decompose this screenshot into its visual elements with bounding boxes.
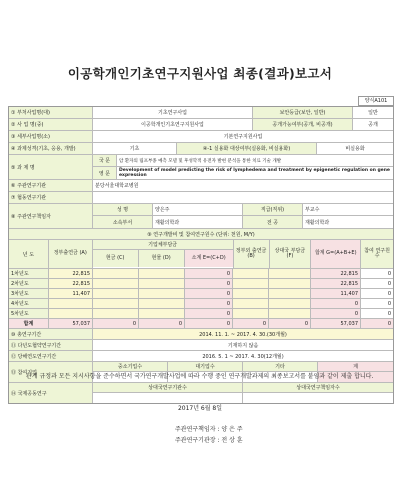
col-company: 기업체부담금	[93, 240, 233, 250]
international-label: ⑭ 국제공동연구	[9, 383, 93, 403]
eng-label: 영 문	[93, 167, 117, 179]
kind-value	[139, 279, 185, 288]
total-cash: 0	[93, 319, 139, 328]
col-other: 상대국 부담금 (F)	[270, 240, 312, 268]
pi-dept-value: 재활의학과	[153, 216, 243, 228]
partner-inst-value	[93, 393, 243, 403]
kind-value	[139, 309, 185, 318]
year-label: 2차년도	[9, 279, 49, 288]
local-value	[233, 299, 269, 308]
cash-value	[93, 289, 139, 298]
public-label: 공개가능여부(공개, 비공개)	[253, 119, 353, 130]
pi-major-label: 전 공	[243, 216, 303, 228]
pi-position-value: 부교수	[305, 207, 320, 213]
eng-row	[93, 167, 393, 179]
current-period-label: ⑫ 당해연도연구기간	[9, 351, 93, 361]
submission-statement: 관계 규정과 모든 지시사항을 준수하면서 국가연구개발사업에 따라 수행 중인 연구개발과제의 최종보고서를 붙임과 같이 제출 합니다.	[26, 373, 374, 380]
kor-row	[93, 155, 393, 167]
business-label: ② 사 업 명(중)	[9, 119, 93, 130]
gov-value: 11,407	[49, 289, 93, 298]
partner-inst-label: 상대국연구기관수	[93, 383, 243, 392]
sub-value: 0	[185, 269, 233, 278]
year-label: 1차년도	[9, 269, 49, 278]
total-sub: 0	[185, 319, 233, 328]
signatures	[175, 424, 243, 446]
multi-year-label: ⑪ 다년도협약연구기간	[9, 340, 93, 350]
total-value: 0	[311, 309, 361, 318]
partner-pi-label: 상대국연구책임자수	[243, 383, 393, 392]
people-value: 0	[387, 310, 391, 317]
total-other: 0	[269, 319, 311, 328]
head-signature: 주관연구기관장 : 전 상 훈	[175, 437, 243, 444]
other-label: 기타	[243, 362, 318, 371]
total-kind: 0	[139, 319, 185, 328]
kor-label: 국 문	[93, 155, 117, 166]
submission-date: 2017년 6월 8일	[177, 405, 223, 412]
total-gov: 57,037	[49, 319, 93, 328]
report-title: 이공학개인기초연구지원사업 최종(결과)보고서	[67, 66, 333, 81]
col-year: 년 도	[9, 240, 49, 268]
row-international	[9, 383, 393, 403]
report-form	[8, 106, 394, 404]
budget-row	[9, 309, 393, 319]
gov-value	[49, 309, 93, 318]
pi-name-row	[93, 204, 393, 216]
company-sub	[93, 250, 233, 267]
row-type	[9, 143, 393, 155]
sub-value: 0	[185, 299, 233, 308]
org-label: ⑥ 주관연구기관	[9, 180, 93, 191]
other-value	[269, 309, 311, 318]
type-value: 기초	[93, 143, 177, 154]
local-value	[233, 269, 269, 278]
kind-value	[139, 269, 185, 278]
pi-position-label: 직급(직위)	[243, 204, 303, 215]
gov-value: 22,815	[49, 279, 93, 288]
large-label: 대기업수	[168, 362, 243, 371]
row-budget-header	[9, 229, 393, 240]
international-values	[93, 393, 393, 403]
multi-year-value: 기재하지 않음	[227, 342, 259, 349]
local-value	[233, 289, 269, 298]
col-kind: 현물 (D)	[139, 250, 185, 267]
other-value	[269, 269, 311, 278]
kind-value	[139, 289, 185, 298]
form-number: 양식A101	[358, 96, 394, 106]
pi-major-value: 재활의학과	[305, 219, 330, 226]
total-local: 0	[233, 319, 269, 328]
applied-value: 비실용화	[345, 146, 365, 152]
people-value: 0	[387, 300, 391, 307]
gov-value	[49, 299, 93, 308]
budget-header: ⑨ 연구개발비 및 참여연구원수 (단위: 천원, M/Y)	[9, 229, 393, 239]
coop-org-label: ⑦ 협동연구기관	[9, 192, 93, 203]
detail-value: 기본연구지원사업	[223, 134, 263, 140]
col-sub: 소계 E=(C+D)	[185, 250, 233, 267]
budget-col-headers	[9, 240, 393, 269]
total-value: 0	[311, 299, 361, 308]
project-title-label: ⑤ 과 제 명	[9, 155, 93, 179]
cash-value	[93, 299, 139, 308]
row-total-period	[9, 329, 393, 340]
sub-value: 0	[185, 309, 233, 318]
pi-name-value: 양은주	[153, 204, 243, 215]
participants-headers	[93, 362, 393, 372]
col-total: 합계 G=(A+B+E)	[311, 240, 361, 268]
ministry-value: 기초연구사업	[93, 107, 253, 118]
pi-signature: 주관연구책임자 : 양 은 주	[175, 426, 243, 433]
pi-dept-label: 소속부서	[93, 216, 153, 228]
security-value: 일반	[368, 110, 378, 116]
people-value: 0	[387, 290, 391, 297]
year-label: 3차년도	[9, 289, 49, 298]
budget-row	[9, 269, 393, 279]
row-business	[9, 119, 393, 131]
detail-label: ③ 세부사업명(소)	[9, 131, 93, 142]
gov-value: 22,815	[49, 269, 93, 278]
col-local: 정부외 출연금 (B)	[234, 240, 270, 268]
local-value	[233, 309, 269, 318]
pi-label: ⑧ 주관연구책임자	[9, 204, 93, 228]
cash-value	[93, 279, 139, 288]
pi-dept-row	[93, 216, 393, 228]
sme-label: 중소기업수	[93, 362, 168, 371]
local-value	[233, 279, 269, 288]
budget-row	[9, 289, 393, 299]
eng-title: Development of model predicting the risk of lymphedema and treatment by epigenetic regulation on gene expression	[119, 167, 390, 178]
total-value: 11,407	[311, 289, 361, 298]
row-title	[9, 155, 393, 180]
total-period-value: 2014. 11. 1. ~ 2017. 4. 30.(30개월)	[93, 329, 393, 339]
row-multi-year	[9, 340, 393, 351]
year-label: 4차년도	[9, 299, 49, 308]
cash-value	[93, 309, 139, 318]
row-coop-org	[9, 192, 393, 204]
cash-value	[93, 269, 139, 278]
total-total: 57,037	[311, 319, 361, 328]
row-current-period	[9, 351, 393, 362]
total-label: 합계	[9, 319, 49, 328]
pi-group	[93, 204, 393, 228]
row-org	[9, 180, 393, 192]
year-label: 5차년도	[9, 309, 49, 318]
international-headers	[93, 383, 393, 393]
people-value: 0	[387, 270, 391, 277]
total-people: 0	[387, 320, 391, 327]
row-pi	[9, 204, 393, 229]
partner-pi-value	[243, 393, 393, 403]
budget-total-row	[9, 319, 393, 329]
participants-label: ⑬ 참여기업	[9, 362, 93, 382]
public-value: 공개	[368, 122, 378, 128]
sub-value: 0	[185, 289, 233, 298]
budget-row	[9, 279, 393, 289]
row-ministry	[9, 107, 393, 119]
other-value	[269, 289, 311, 298]
org-value: 분당서울대학교병원	[95, 183, 139, 189]
international-group	[93, 383, 393, 403]
other-value	[269, 299, 311, 308]
company-group	[93, 240, 234, 268]
project-title-group	[93, 155, 393, 179]
kind-value	[139, 299, 185, 308]
people-value: 0	[387, 280, 391, 287]
other-value	[269, 279, 311, 288]
budget-row	[9, 299, 393, 309]
kor-title: 암 환자의 림프부종 예측 모델 및 후성학적 유전자 발현 분석을 통한 치료 기술 개발	[119, 158, 282, 164]
col-people: 참여 연구원수	[361, 240, 393, 268]
ministry-label: ① 부처사업명(대)	[9, 107, 93, 118]
col-cash: 현금 (C)	[93, 250, 139, 267]
total-value: 22,815	[311, 279, 361, 288]
sub-value: 0	[185, 279, 233, 288]
applied-label: ④-1 실용화 대상여부(실용화, 비실용화)	[177, 143, 317, 154]
coop-org-value	[93, 192, 393, 203]
security-label: 보안등급(보안, 일반)	[253, 107, 353, 118]
business-value: 이공학개인기초연구지원사업	[93, 119, 253, 130]
type-label: ④ 과제성격(기초, 응용, 개발)	[9, 143, 93, 154]
current-period-value: 2016. 5. 1 ~ 2017. 4. 30(12개월)	[202, 353, 284, 360]
row-detail	[9, 131, 393, 143]
total-period-label: ⑩ 총연구기간	[9, 329, 93, 339]
part-total-label: 계	[318, 362, 393, 371]
total-value: 22,815	[311, 269, 361, 278]
col-gov: 정부출연금 (A)	[49, 240, 93, 268]
pi-name-label: 성 명	[93, 204, 153, 215]
